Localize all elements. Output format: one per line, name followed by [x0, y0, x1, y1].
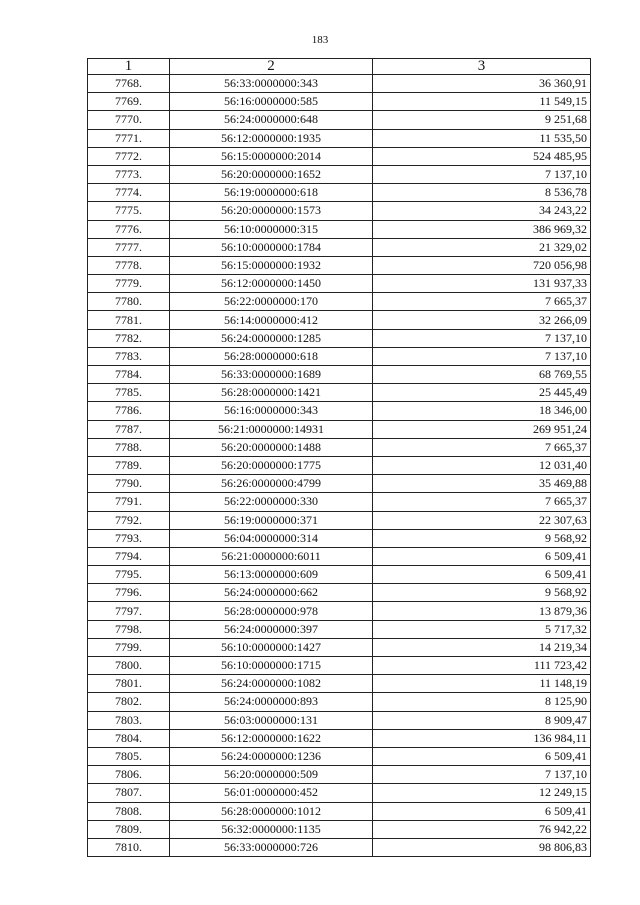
table-row: [88, 784, 591, 802]
cadastral-number: 56:20:0000000:509: [170, 766, 373, 784]
cadastral-number: 56:20:0000000:1652: [170, 165, 373, 183]
cadastral-number: 56:20:0000000:1488: [170, 438, 373, 456]
row-number: 7775.: [88, 202, 170, 220]
table-row: [88, 511, 591, 529]
row-number: 7796.: [88, 584, 170, 602]
table-row: [88, 402, 591, 420]
table-row: [88, 602, 591, 620]
cadastral-number: 56:33:0000000:343: [170, 75, 373, 93]
amount-value: 7 137,10: [373, 347, 591, 365]
row-number: 7793.: [88, 529, 170, 547]
cadastral-number: 56:12:0000000:1450: [170, 275, 373, 293]
table-row: [88, 838, 591, 856]
cadastral-number: 56:21:0000000:6011: [170, 547, 373, 565]
amount-value: 34 243,22: [373, 202, 591, 220]
header-row: [88, 59, 591, 75]
column-header-3: 3: [373, 59, 591, 75]
amount-value: 7 665,37: [373, 493, 591, 511]
row-number: 7783.: [88, 347, 170, 365]
cadastral-number: 56:04:0000000:314: [170, 529, 373, 547]
row-number: 7773.: [88, 165, 170, 183]
row-number: 7789.: [88, 456, 170, 474]
cadastral-number: 56:33:0000000:1689: [170, 366, 373, 384]
row-number: 7781.: [88, 311, 170, 329]
amount-value: 7 665,37: [373, 438, 591, 456]
amount-value: 8 125,90: [373, 693, 591, 711]
amount-value: 22 307,63: [373, 511, 591, 529]
table-row: [88, 547, 591, 565]
amount-value: 68 769,55: [373, 366, 591, 384]
amount-value: 18 346,00: [373, 402, 591, 420]
amount-value: 6 509,41: [373, 566, 591, 584]
amount-value: 524 485,95: [373, 147, 591, 165]
amount-value: 11 535,50: [373, 129, 591, 147]
table-row: [88, 202, 591, 220]
cadastral-number: 56:14:0000000:412: [170, 311, 373, 329]
amount-value: 720 056,98: [373, 256, 591, 274]
cadastral-number: 56:24:0000000:1236: [170, 747, 373, 765]
table-row: [88, 475, 591, 493]
row-number: 7780.: [88, 293, 170, 311]
table-body: [88, 75, 591, 857]
cadastral-number: 56:20:0000000:1775: [170, 456, 373, 474]
cadastral-number: 56:16:0000000:585: [170, 93, 373, 111]
cadastral-number: 56:28:0000000:618: [170, 347, 373, 365]
table-row: [88, 711, 591, 729]
row-number: 7777.: [88, 238, 170, 256]
amount-value: 9 568,92: [373, 584, 591, 602]
row-number: 7803.: [88, 711, 170, 729]
row-number: 7785.: [88, 384, 170, 402]
cadastral-number: 56:10:0000000:1427: [170, 638, 373, 656]
table-row: [88, 311, 591, 329]
cadastral-number: 56:12:0000000:1622: [170, 729, 373, 747]
row-number: 7802.: [88, 693, 170, 711]
row-number: 7797.: [88, 602, 170, 620]
row-number: 7770.: [88, 111, 170, 129]
column-header-1: 1: [88, 59, 170, 75]
cadastral-number: 56:26:0000000:4799: [170, 475, 373, 493]
row-number: 7776.: [88, 220, 170, 238]
cadastral-number: 56:15:0000000:1932: [170, 256, 373, 274]
amount-value: 136 984,11: [373, 729, 591, 747]
amount-value: 6 509,41: [373, 747, 591, 765]
cadastral-number: 56:24:0000000:1082: [170, 675, 373, 693]
cadastral-number: 56:28:0000000:1421: [170, 384, 373, 402]
table-row: [88, 75, 591, 93]
cadastral-number: 56:24:0000000:1285: [170, 329, 373, 347]
page-number: 183: [311, 34, 329, 46]
cadastral-number: 56:12:0000000:1935: [170, 129, 373, 147]
amount-value: 25 445,49: [373, 384, 591, 402]
cadastral-number: 56:19:0000000:618: [170, 184, 373, 202]
cadastral-number: 56:32:0000000:1135: [170, 820, 373, 838]
amount-value: 9 568,92: [373, 529, 591, 547]
amount-value: 32 266,09: [373, 311, 591, 329]
row-number: 7771.: [88, 129, 170, 147]
table-row: [88, 584, 591, 602]
table-row: [88, 165, 591, 183]
table-row: [88, 129, 591, 147]
amount-value: 7 137,10: [373, 329, 591, 347]
row-number: 7805.: [88, 747, 170, 765]
row-number: 7782.: [88, 329, 170, 347]
row-number: 7792.: [88, 511, 170, 529]
amount-value: 76 942,22: [373, 820, 591, 838]
table-row: [88, 657, 591, 675]
amount-value: 7 137,10: [373, 165, 591, 183]
table-row: [88, 184, 591, 202]
table-row: [88, 802, 591, 820]
row-number: 7810.: [88, 838, 170, 856]
amount-value: 111 723,42: [373, 657, 591, 675]
table-row: [88, 566, 591, 584]
cadastral-number: 56:16:0000000:343: [170, 402, 373, 420]
cadastral-number: 56:03:0000000:131: [170, 711, 373, 729]
table-row: [88, 384, 591, 402]
row-number: 7769.: [88, 93, 170, 111]
table-row: [88, 329, 591, 347]
table-row: [88, 275, 591, 293]
cadastral-number: 56:19:0000000:371: [170, 511, 373, 529]
row-number: 7772.: [88, 147, 170, 165]
cadastral-number: 56:13:0000000:609: [170, 566, 373, 584]
row-number: 7804.: [88, 729, 170, 747]
cadastral-number: 56:10:0000000:1784: [170, 238, 373, 256]
table-row: [88, 256, 591, 274]
amount-value: 98 806,83: [373, 838, 591, 856]
table-row: [88, 493, 591, 511]
column-header-2: 2: [170, 59, 373, 75]
table-row: [88, 675, 591, 693]
amount-value: 9 251,68: [373, 111, 591, 129]
table-row: [88, 293, 591, 311]
cadastral-number: 56:15:0000000:2014: [170, 147, 373, 165]
registry-table: [87, 58, 591, 857]
table-row: [88, 93, 591, 111]
amount-value: 7 665,37: [373, 293, 591, 311]
row-number: 7795.: [88, 566, 170, 584]
cadastral-number: 56:24:0000000:893: [170, 693, 373, 711]
amount-value: 14 219,34: [373, 638, 591, 656]
table-row: [88, 456, 591, 474]
row-number: 7799.: [88, 638, 170, 656]
table-row: [88, 238, 591, 256]
amount-value: 21 329,02: [373, 238, 591, 256]
row-number: 7801.: [88, 675, 170, 693]
row-number: 7798.: [88, 620, 170, 638]
amount-value: 6 509,41: [373, 547, 591, 565]
table-row: [88, 747, 591, 765]
row-number: 7786.: [88, 402, 170, 420]
amount-value: 35 469,88: [373, 475, 591, 493]
row-number: 7794.: [88, 547, 170, 565]
cadastral-number: 56:28:0000000:978: [170, 602, 373, 620]
cadastral-number: 56:24:0000000:662: [170, 584, 373, 602]
cadastral-number: 56:10:0000000:315: [170, 220, 373, 238]
row-number: 7768.: [88, 75, 170, 93]
table-row: [88, 111, 591, 129]
row-number: 7784.: [88, 366, 170, 384]
table-row: [88, 693, 591, 711]
table-row: [88, 529, 591, 547]
amount-value: 6 509,41: [373, 802, 591, 820]
cadastral-number: 56:21:0000000:14931: [170, 420, 373, 438]
row-number: 7791.: [88, 493, 170, 511]
row-number: 7809.: [88, 820, 170, 838]
table-row: [88, 147, 591, 165]
amount-value: 12 249,15: [373, 784, 591, 802]
cadastral-number: 56:33:0000000:726: [170, 838, 373, 856]
amount-value: 36 360,91: [373, 75, 591, 93]
amount-value: 386 969,32: [373, 220, 591, 238]
table-row: [88, 347, 591, 365]
amount-value: 269 951,24: [373, 420, 591, 438]
amount-value: 7 137,10: [373, 766, 591, 784]
cadastral-number: 56:01:0000000:452: [170, 784, 373, 802]
row-number: 7806.: [88, 766, 170, 784]
row-number: 7808.: [88, 802, 170, 820]
row-number: 7779.: [88, 275, 170, 293]
row-number: 7787.: [88, 420, 170, 438]
row-number: 7778.: [88, 256, 170, 274]
amount-value: 8 536,78: [373, 184, 591, 202]
row-number: 7790.: [88, 475, 170, 493]
amount-value: 5 717,32: [373, 620, 591, 638]
cadastral-number: 56:24:0000000:648: [170, 111, 373, 129]
table-row: [88, 620, 591, 638]
cadastral-number: 56:20:0000000:1573: [170, 202, 373, 220]
table-row: [88, 438, 591, 456]
row-number: 7788.: [88, 438, 170, 456]
amount-value: 131 937,33: [373, 275, 591, 293]
cadastral-number: 56:10:0000000:1715: [170, 657, 373, 675]
amount-value: 8 909,47: [373, 711, 591, 729]
table-row: [88, 820, 591, 838]
row-number: 7807.: [88, 784, 170, 802]
table-row: [88, 366, 591, 384]
amount-value: 13 879,36: [373, 602, 591, 620]
cadastral-number: 56:22:0000000:170: [170, 293, 373, 311]
table-row: [88, 766, 591, 784]
amount-value: 12 031,40: [373, 456, 591, 474]
table-row: [88, 420, 591, 438]
row-number: 7800.: [88, 657, 170, 675]
row-number: 7774.: [88, 184, 170, 202]
cadastral-number: 56:22:0000000:330: [170, 493, 373, 511]
cadastral-number: 56:28:0000000:1012: [170, 802, 373, 820]
table-row: [88, 729, 591, 747]
amount-value: 11 549,15: [373, 93, 591, 111]
amount-value: 11 148,19: [373, 675, 591, 693]
table-row: [88, 638, 591, 656]
cadastral-number: 56:24:0000000:397: [170, 620, 373, 638]
table-row: [88, 220, 591, 238]
